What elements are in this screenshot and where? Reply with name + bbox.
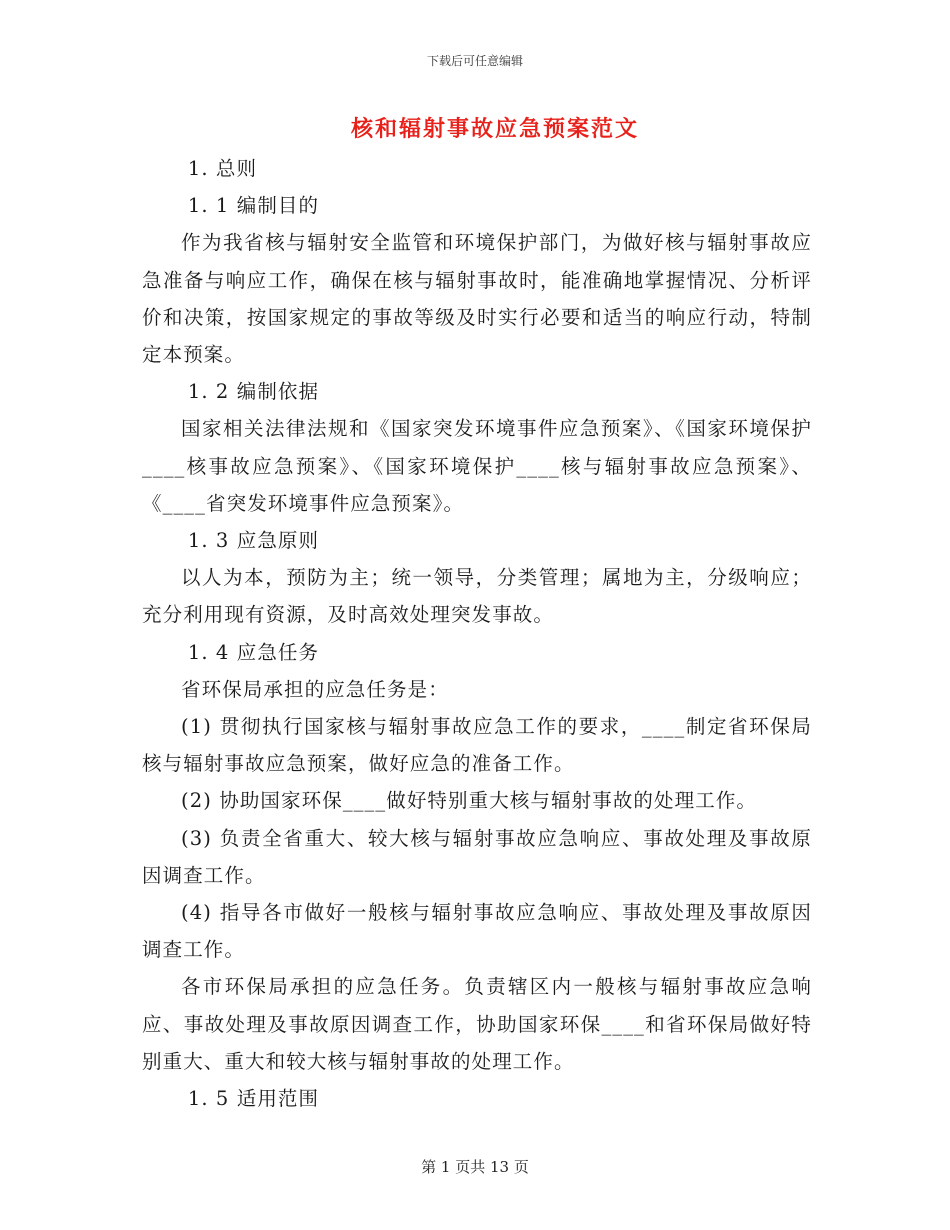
- list-item: (3) 负责全省重大、较大核与辐射事故应急响应、事故处理及事故原因调查工作。: [142, 826, 812, 887]
- section-heading: 1. 3 应急原则: [187, 529, 320, 553]
- section-heading: 1. 1 编制目的: [187, 194, 320, 218]
- document-title: 核和辐射事故应急预案范文: [350, 116, 639, 142]
- paragraph: 国家相关法律法规和《国家突发环境事件应急预案》、《国家环境保护____核事故应急预案》、《国家环境保护____核与辐射事故应急预案》、《____省突发环境事件应急预案》。: [142, 417, 812, 515]
- document-body: [142, 150, 812, 1117]
- page-number: 第 1 页共 13 页: [421, 1158, 529, 1176]
- list-item: (1) 贯彻执行国家核与辐射事故应急工作的要求，____制定省环保局核与辐射事故应急预案，做好应急的准备工作。: [142, 715, 812, 776]
- section-heading: 1. 2 编制依据: [187, 380, 320, 404]
- paragraph: 省环保局承担的应急任务是：: [181, 677, 449, 701]
- list-item: (2) 协助国家环保____做好特别重大核与辐射事故的处理工作。: [181, 789, 758, 813]
- paragraph: 作为我省核与辐射安全监管和环境保护部门，为做好核与辐射事故应急准备与响应工作，确保在核与辐射事故时，能准确地掌握情况、分析评价和决策，按国家规定的事故等级及时实行必要和适当的响应行动，特制定本预案。: [142, 231, 812, 367]
- section-heading: 1. 总则: [187, 157, 258, 180]
- section-heading: 1. 4 应急任务: [187, 640, 320, 664]
- section-heading: 1. 5 适用范围: [187, 1087, 320, 1111]
- paragraph: 以人为本，预防为主；统一领导，分类管理；属地为主，分级响应；充分利用现有资源，及时高效处理突发事故。: [142, 566, 812, 627]
- list-item: (4) 指导各市做好一般核与辐射事故应急响应、事故处理及事故原因调查工作。: [142, 901, 812, 962]
- header-note: 下载后可任意编辑: [426, 54, 523, 68]
- paragraph: 各市环保局承担的应急任务。负责辖区内一般核与辐射事故应急响应、事故处理及事故原因调查工作，协助国家环保____和省环保局做好特别重大、重大和较大核与辐射事故的处理工作。: [142, 975, 812, 1073]
